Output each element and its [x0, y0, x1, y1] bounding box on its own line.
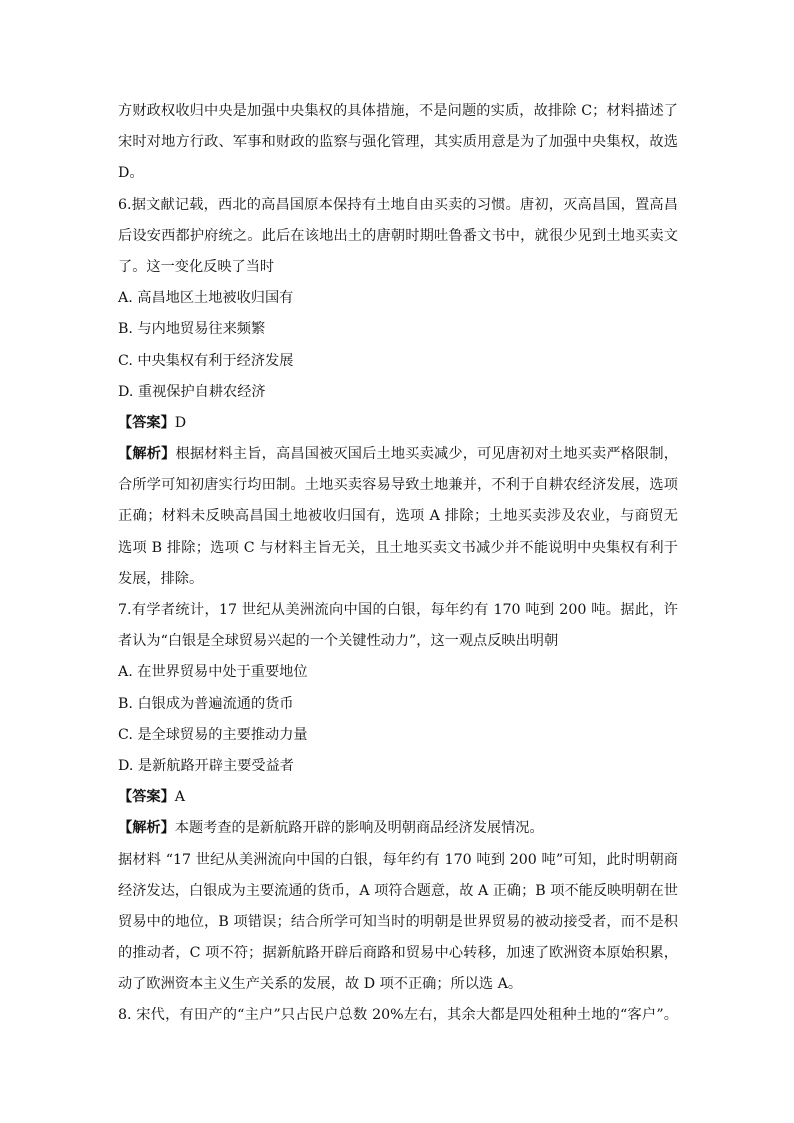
option-d: D. 重视保护自耕农经济: [118, 383, 266, 400]
question-stem-line: 7.有学者统计，17 世纪从美洲流向中国的白银，每年约有 170 吨到 200 吨。据此，许: [118, 602, 678, 618]
analysis-line: 发展，排除。: [118, 570, 204, 587]
analysis-line: 合所学可知初唐实行均田制。土地买卖容易导致土地兼并，不利于自耕农经济发展，选项: [118, 477, 678, 494]
analysis-tag: 【解析】: [118, 446, 176, 463]
option-c: C. 中央集权有利于经济发展: [118, 352, 294, 369]
analysis-line: 经济发达，白银成为主要流通的货币，A 项符合题意，故 A 正确；B 项不能反映明朝在世: [118, 882, 678, 899]
question-stem-line: 者认为“白银是全球贸易兴起的一个关键性动力”，这一观点反映出明朝: [118, 633, 559, 650]
answer-tag: 【答案】: [118, 789, 175, 806]
option-b: B. 白银成为普遍流通的货币: [118, 695, 294, 712]
text-line: 宋时对地方行政、军事和财政的监察与强化管理，其实质用意是为了加强中央集权，故选: [118, 134, 678, 151]
question-stem-line: 6.据文献记载，西北的高昌国原本保持有土地自由买卖的习惯。唐初，灭高昌国，置高昌: [118, 196, 678, 213]
text-line: 方财政权收归中央是加强中央集权的具体措施，不是问题的实质，故排除 C；材料描述了: [118, 103, 678, 119]
question-stem-line: 后设安西都护府统之。此后在该地出土的唐朝时期吐鲁番文书中，就很少见到土地买卖文: [118, 227, 678, 244]
question-stem-line: 8. 宋代，有田产的“主户”只占民户总数 20%左右，其余大都是四处租种土地的“客户”。: [118, 1007, 678, 1024]
question-8: [118, 1000, 678, 1031]
analysis-line: 动了欧洲资本主义生产关系的发展，故 D 项不正确；所以选 A。: [118, 976, 523, 993]
analysis-text: 本题考查的是新航路开辟的影响及明朝商品经济发展情况。: [174, 820, 544, 837]
answer-line: [118, 782, 678, 813]
document-body: [118, 96, 678, 1032]
question-7: [118, 595, 678, 1000]
analysis-line: 贸易中的地位，B 项错误；结合所学可知当时的明朝是世界贸易的被动接受者，而不是积: [118, 913, 678, 930]
text-line: D。: [118, 165, 144, 182]
analysis-line: 正确；材料未反映高昌国土地被收归国有，选项 A 排除；土地买卖涉及农业，与商贸无: [118, 508, 678, 525]
analysis-line: 的推动者，C 项不符；据新航路开辟后商路和贸易中心转移，加速了欧洲资本原始积累，: [118, 945, 678, 962]
answer-value: A: [174, 789, 186, 806]
analysis-line: [118, 439, 678, 470]
question-6: [118, 190, 678, 595]
analysis-tag: 【解析】: [118, 820, 175, 837]
option-a: A. 高昌地区土地被收归国有: [118, 290, 294, 307]
question-5-explanation-tail: [118, 96, 678, 190]
analysis-text: 根据材料主旨，高昌国被灭国后土地买卖减少，可见唐初对土地买卖严格限制，: [175, 446, 678, 463]
analysis-line: 据材料 “17 世纪从美洲流向中国的白银，每年约有 170 吨到 200 吨”可知，此时明朝商: [118, 851, 678, 868]
answer-tag: 【答案】: [118, 414, 175, 431]
option-c: C. 是全球贸易的主要推动力量: [118, 726, 308, 743]
analysis-line: [118, 813, 678, 844]
option-b: B. 与内地贸易往来频繁: [118, 321, 266, 338]
analysis-line: 选项 B 排除；选项 C 与材料主旨无关，且土地买卖文书减少并不能说明中央集权有利于: [118, 539, 678, 556]
option-a: A. 在世界贸易中处于重要地位: [118, 664, 308, 681]
question-stem-line: 了。这一变化反映了当时: [118, 258, 275, 275]
option-d: D. 是新航路开辟主要受益者: [118, 757, 294, 774]
answer-line: [118, 408, 678, 439]
answer-value: D: [174, 414, 187, 431]
